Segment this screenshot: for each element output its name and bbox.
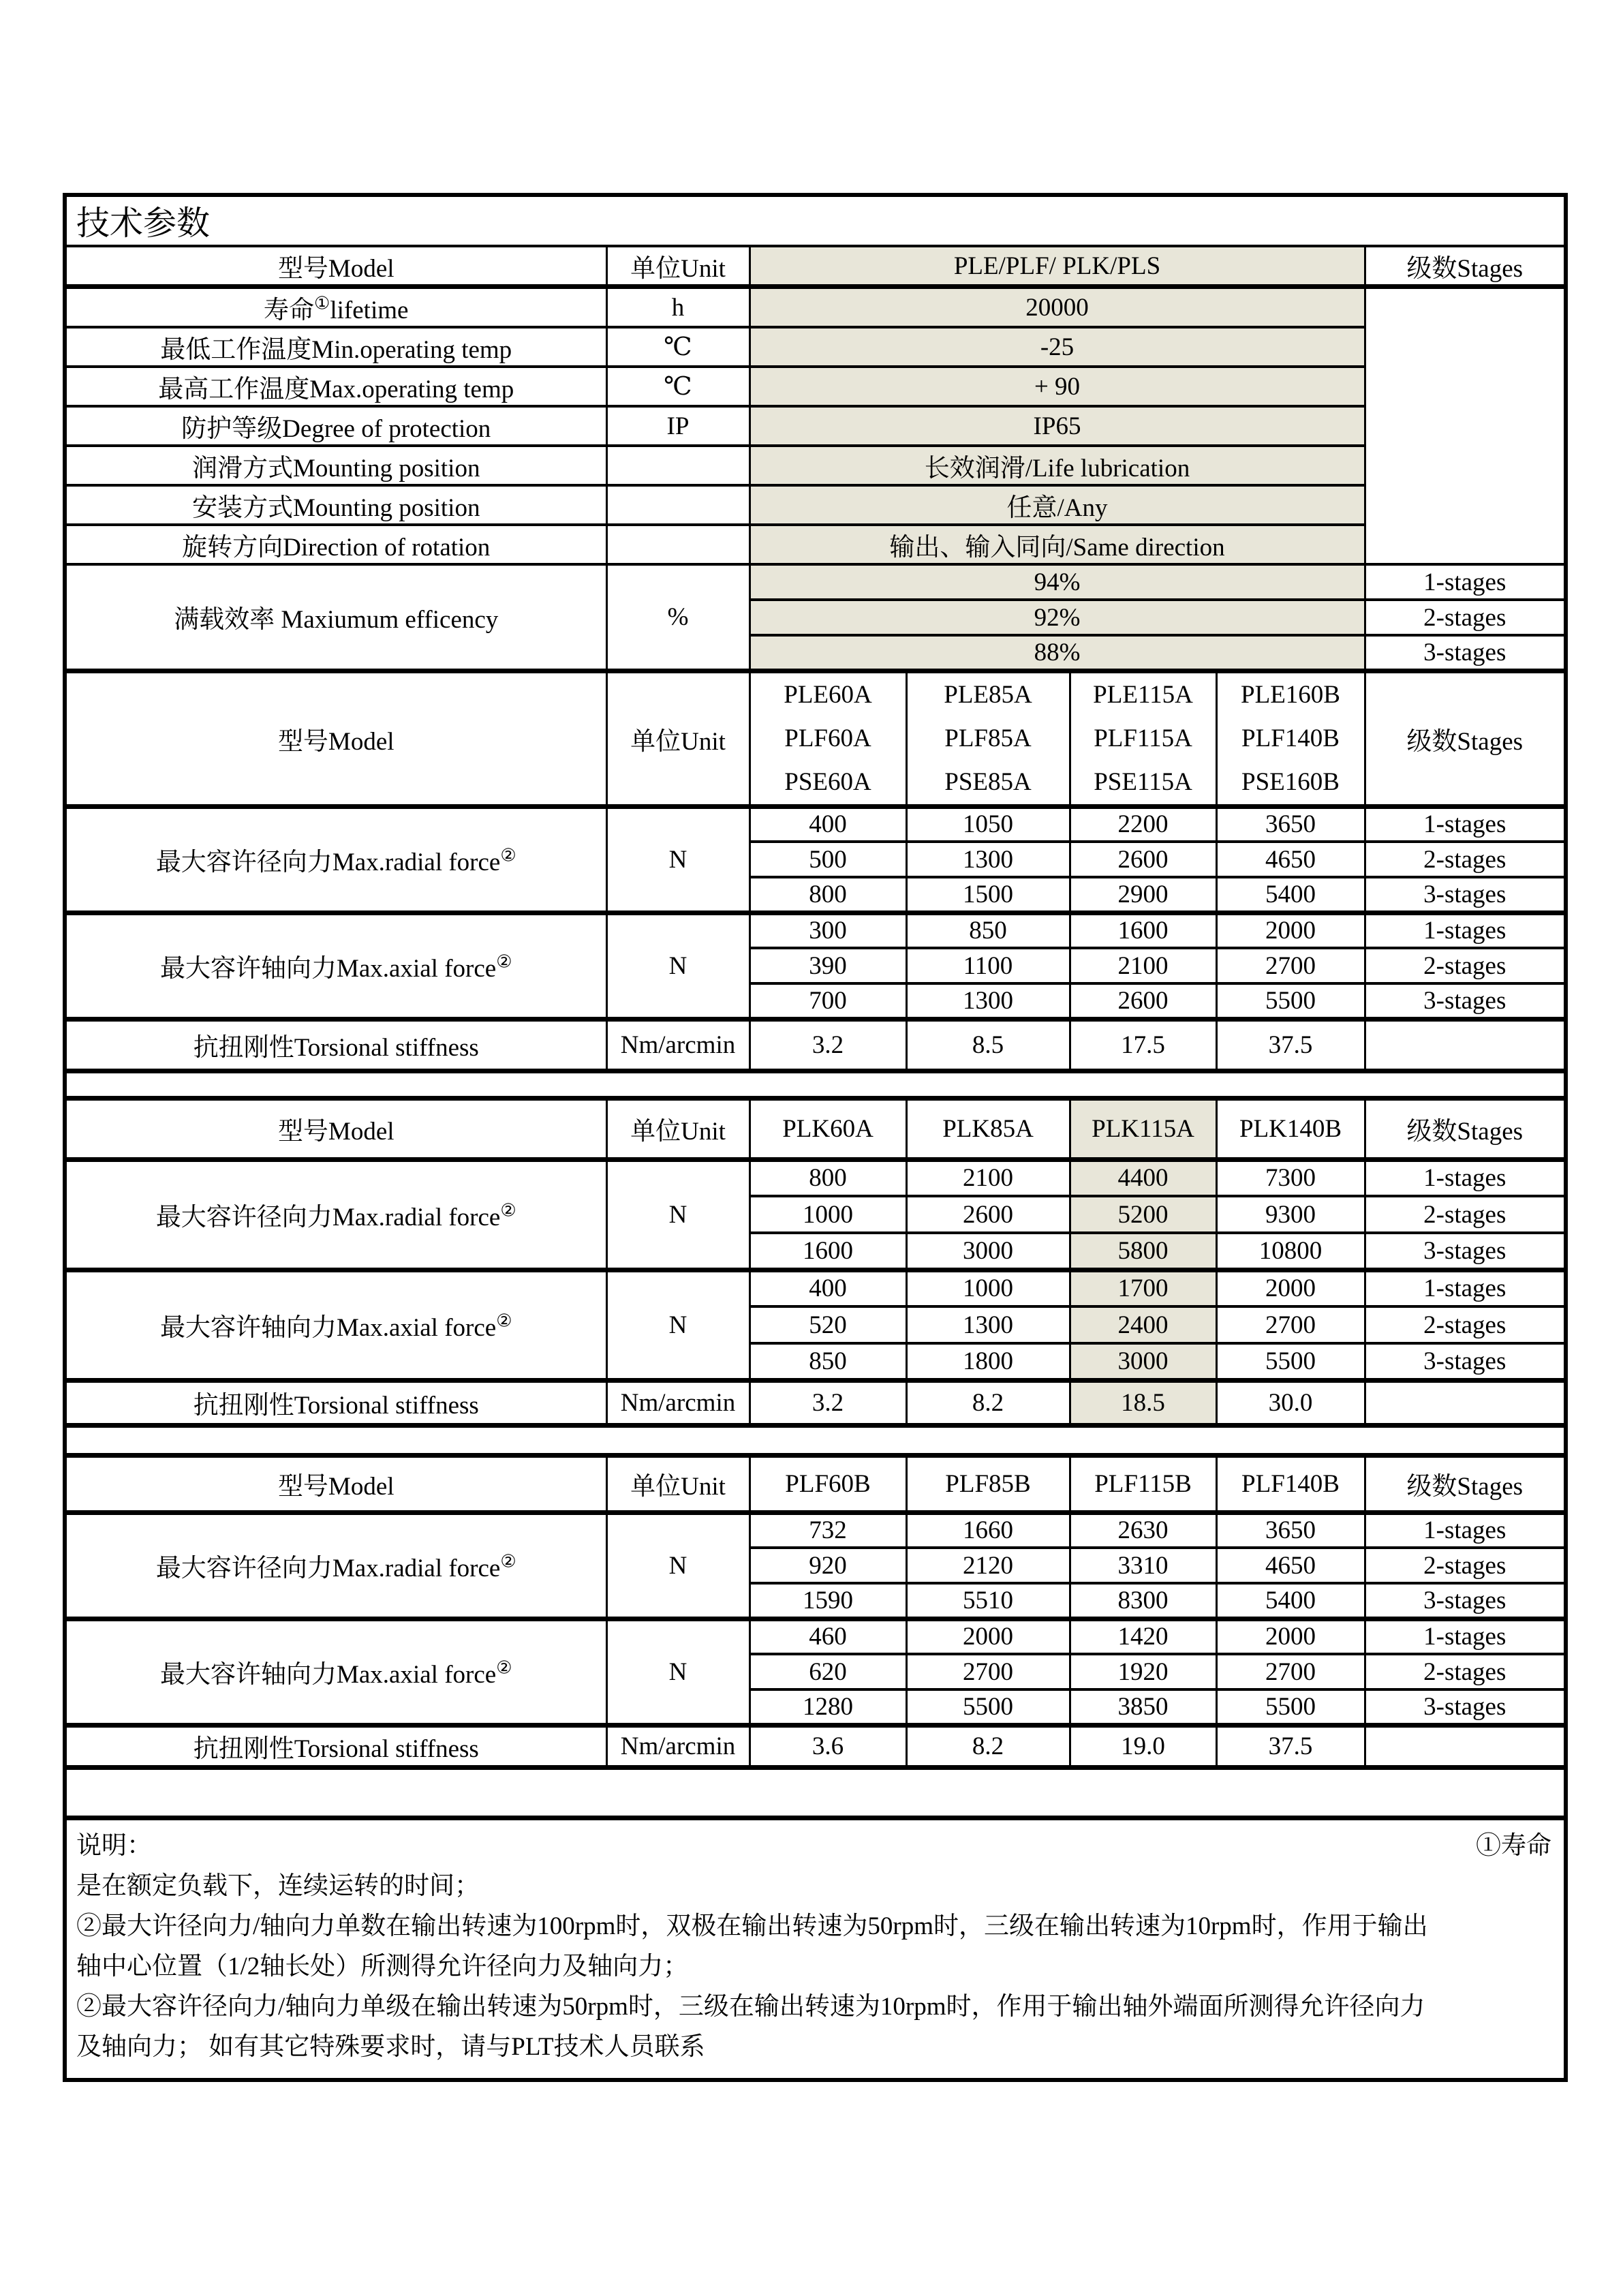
model-cell: PLF140B (1216, 1455, 1365, 1512)
value-cell: + 90 (749, 367, 1365, 406)
model-cell: PLF85B (906, 1455, 1070, 1512)
row-label-min-temp: 最低工作温度Min.operating temp (65, 327, 606, 367)
col-header-stages: 级数Stages (1365, 1098, 1566, 1159)
stage-cell: 2-stages (1365, 1306, 1566, 1343)
footnote-marker: ② (496, 1657, 512, 1678)
footnote-marker: ② (500, 845, 516, 866)
col-header-stages: 级数Stages (1365, 246, 1566, 287)
value-cell: 850 (906, 913, 1070, 948)
value-cell: 3850 (1070, 1689, 1216, 1725)
value-cell: 1000 (906, 1270, 1070, 1306)
col-header-unit: 单位Unit (606, 1455, 749, 1512)
value-cell: 任意/Any (749, 485, 1365, 525)
footnote-marker: ② (500, 1551, 516, 1572)
value-cell: 30.0 (1216, 1380, 1365, 1425)
stage-cell: 3-stages (1365, 635, 1566, 671)
value-cell: 8.5 (906, 1019, 1070, 1071)
value-cell: 3.2 (749, 1380, 906, 1425)
stage-cell (1365, 1019, 1566, 1071)
unit-cell: N (606, 1270, 749, 1380)
value-cell: 3650 (1216, 806, 1365, 842)
col-header-model: 型号Model (65, 1098, 606, 1159)
footnote-marker: ② (496, 1311, 512, 1331)
value-cell: 390 (749, 948, 906, 983)
value-cell: 2630 (1070, 1512, 1216, 1548)
value-cell: 400 (749, 1270, 906, 1306)
col-header-unit: 单位Unit (606, 671, 749, 806)
table-gap (65, 1071, 1566, 1098)
value-cell: 5500 (1216, 1689, 1365, 1725)
unit-cell: ℃ (606, 367, 749, 406)
value-cell: 920 (749, 1548, 906, 1583)
value-cell: 2100 (1070, 948, 1216, 983)
stage-cell: 2-stages (1365, 842, 1566, 877)
value-cell: 2700 (1216, 1306, 1365, 1343)
value-cell: 500 (749, 842, 906, 877)
col-header-model: 型号Model (65, 1455, 606, 1512)
model-cell: PLF115B (1070, 1455, 1216, 1512)
value-cell: 17.5 (1070, 1019, 1216, 1071)
value-cell: 800 (749, 1159, 906, 1196)
value-cell: 2000 (1216, 913, 1365, 948)
row-label-mounting: 安装方式Mounting position (65, 485, 606, 525)
model-cell: PLK85A (906, 1098, 1070, 1159)
value-cell: 2100 (906, 1159, 1070, 1196)
row-label-radial-force: 最大容许径向力Max.radial force② (65, 1512, 606, 1619)
value-cell: 2000 (1216, 1619, 1365, 1654)
stage-cell: 2-stages (1365, 1196, 1566, 1233)
stage-cell: 2-stages (1365, 600, 1566, 635)
stage-cell: 1-stages (1365, 564, 1566, 600)
table-gap (65, 1425, 1566, 1455)
col-header-model: 型号Model (65, 671, 606, 806)
value-cell-highlighted: 3000 (1070, 1343, 1216, 1380)
value-cell-highlighted: 18.5 (1070, 1380, 1216, 1425)
value-cell: 460 (749, 1619, 906, 1654)
value-cell: 10800 (1216, 1233, 1365, 1270)
value-cell: 1920 (1070, 1654, 1216, 1689)
col-header-series: PLE/PLF/ PLK/PLS (749, 246, 1365, 287)
unit-cell: Nm/arcmin (606, 1019, 749, 1071)
value-cell: IP65 (749, 406, 1365, 446)
unit-cell: N (606, 1159, 749, 1270)
value-cell: 1660 (906, 1512, 1070, 1548)
value-cell: 400 (749, 806, 906, 842)
value-cell: 1000 (749, 1196, 906, 1233)
value-cell: 2700 (1216, 1654, 1365, 1689)
row-label-max-temp: 最高工作温度Max.operating temp (65, 367, 606, 406)
model-cell: PLE115A PLF115A PSE115A (1070, 671, 1216, 806)
value-cell: 3.6 (749, 1725, 906, 1767)
row-label-stiffness: 抗扭刚性Torsional stiffness (65, 1019, 606, 1071)
model-cell: PLE85A PLF85A PSE85A (906, 671, 1070, 806)
value-cell: 2900 (1070, 877, 1216, 913)
stage-cell: 2-stages (1365, 948, 1566, 983)
row-label-stiffness: 抗扭刚性Torsional stiffness (65, 1380, 606, 1425)
unit-cell: N (606, 806, 749, 913)
value-cell-highlighted: 1700 (1070, 1270, 1216, 1306)
row-label-axial-force: 最大容许轴向力Max.axial force② (65, 913, 606, 1019)
unit-cell: IP (606, 406, 749, 446)
stage-cell: 3-stages (1365, 1343, 1566, 1380)
value-cell-highlighted: 4400 (1070, 1159, 1216, 1196)
value-cell: 1050 (906, 806, 1070, 842)
col-header-stages: 级数Stages (1365, 1455, 1566, 1512)
notes-line: 及轴向力； 如有其它特殊要求时，请与PLT技术人员联系 (76, 2032, 705, 2061)
unit-cell (606, 446, 749, 485)
value-cell: 2000 (906, 1619, 1070, 1654)
value-cell: 3000 (906, 1233, 1070, 1270)
model-cell: PLE60A PLF60A PSE60A (749, 671, 906, 806)
value-cell: 850 (749, 1343, 906, 1380)
value-cell-highlighted: 5200 (1070, 1196, 1216, 1233)
row-label-rotation: 旋转方向Direction of rotation (65, 525, 606, 564)
value-cell: 1300 (906, 842, 1070, 877)
row-label-protection: 防护等级Degree of protection (65, 406, 606, 446)
stage-cell: 1-stages (1365, 1270, 1566, 1306)
value-cell: 700 (749, 983, 906, 1019)
value-cell: 1800 (906, 1343, 1070, 1380)
row-label-lifetime: 寿命①lifetime (65, 287, 606, 328)
value-cell: 9300 (1216, 1196, 1365, 1233)
stage-cell: 3-stages (1365, 1583, 1566, 1619)
stage-cell: 2-stages (1365, 1548, 1566, 1583)
model-cell: PLE160B PLF140B PSE160B (1216, 671, 1365, 806)
value-cell: 2600 (906, 1196, 1070, 1233)
unit-cell: ℃ (606, 327, 749, 367)
value-cell: -25 (749, 327, 1365, 367)
stage-cell: 3-stages (1365, 1689, 1566, 1725)
value-cell: 3.2 (749, 1019, 906, 1071)
col-header-unit: 单位Unit (606, 1098, 749, 1159)
value-cell: 1100 (906, 948, 1070, 983)
stages-empty-cell (1365, 287, 1566, 565)
col-header-unit: 单位Unit (606, 246, 749, 287)
unit-cell: N (606, 1512, 749, 1619)
value-cell: 1300 (906, 1306, 1070, 1343)
notes-line: 轴中心位置（1/2轴长处）所测得允许径向力及轴向力； (76, 1952, 689, 1980)
stage-cell: 1-stages (1365, 806, 1566, 842)
footnote-marker: ① (314, 293, 330, 313)
value-cell: 1280 (749, 1689, 906, 1725)
value-cell: 长效润滑/Life lubrication (749, 446, 1365, 485)
value-cell: 5400 (1216, 877, 1365, 913)
model-cell: PLF60B (749, 1455, 906, 1512)
value-cell: 1600 (1070, 913, 1216, 948)
notes-line: ②最大容许径向力/轴向力单级在输出转速为50rpm时，三级在输出转速为10rpm时，作用于输出轴外端面所测得允许径向力 (76, 1992, 1425, 2021)
value-cell: 3310 (1070, 1548, 1216, 1583)
value-cell: 8.2 (906, 1380, 1070, 1425)
value-cell-highlighted: 2400 (1070, 1306, 1216, 1343)
model-cell: PLK140B (1216, 1098, 1365, 1159)
row-label-radial-force: 最大容许径向力Max.radial force② (65, 1159, 606, 1270)
value-cell: 1590 (749, 1583, 906, 1619)
value-cell: 7300 (1216, 1159, 1365, 1196)
row-label-axial-force: 最大容许轴向力Max.axial force② (65, 1270, 606, 1380)
unit-cell: N (606, 1619, 749, 1725)
value-cell: 2000 (1216, 1270, 1365, 1306)
stage-cell: 1-stages (1365, 1159, 1566, 1196)
value-cell: 3650 (1216, 1512, 1365, 1548)
stage-cell: 1-stages (1365, 1619, 1566, 1654)
value-cell: 620 (749, 1654, 906, 1689)
unit-cell (606, 525, 749, 564)
value-cell: 1600 (749, 1233, 906, 1270)
value-cell: 732 (749, 1512, 906, 1548)
notes-block (65, 1818, 1566, 2080)
stage-cell: 3-stages (1365, 983, 1566, 1019)
value-cell: 8300 (1070, 1583, 1216, 1619)
value-cell: 4650 (1216, 842, 1365, 877)
value-cell: 20000 (749, 287, 1365, 328)
footnote-marker: ② (496, 951, 512, 972)
stage-cell (1365, 1725, 1566, 1767)
notes-line: 是在额定负载下，连续运转的时间； (76, 1871, 480, 1900)
value-cell: 37.5 (1216, 1019, 1365, 1071)
unit-cell: Nm/arcmin (606, 1380, 749, 1425)
value-cell: 2700 (906, 1654, 1070, 1689)
row-label-radial-force: 最大容许径向力Max.radial force② (65, 806, 606, 913)
value-cell: 5500 (1216, 983, 1365, 1019)
stage-cell: 1-stages (1365, 913, 1566, 948)
value-cell: 94% (749, 564, 1365, 600)
row-label-efficiency: 满载效率 Maxiumum efficency (65, 564, 606, 671)
value-cell: 8.2 (906, 1725, 1070, 1767)
page-title: 技术参数 (65, 195, 1566, 246)
value-cell: 4650 (1216, 1548, 1365, 1583)
stage-cell (1365, 1380, 1566, 1425)
unit-cell (606, 485, 749, 525)
stage-cell: 2-stages (1365, 1654, 1566, 1689)
col-header-stages: 级数Stages (1365, 671, 1566, 806)
value-cell: 37.5 (1216, 1725, 1365, 1767)
value-cell: 88% (749, 635, 1365, 671)
value-cell: 5400 (1216, 1583, 1365, 1619)
unit-cell: h (606, 287, 749, 328)
row-label-lubrication: 润滑方式Mounting position (65, 446, 606, 485)
value-cell: 5510 (906, 1583, 1070, 1619)
footnote-marker: ② (500, 1200, 516, 1221)
value-cell: 2700 (1216, 948, 1365, 983)
value-cell: 92% (749, 600, 1365, 635)
value-cell: 5500 (1216, 1343, 1365, 1380)
row-label-axial-force: 最大容许轴向力Max.axial force② (65, 1619, 606, 1725)
value-cell: 1420 (1070, 1619, 1216, 1654)
value-cell: 19.0 (1070, 1725, 1216, 1767)
technical-parameters-table (63, 193, 1568, 2082)
stage-cell: 3-stages (1365, 1233, 1566, 1270)
model-cell-highlighted: PLK115A (1070, 1098, 1216, 1159)
value-cell: 输出、输入同向/Same direction (749, 525, 1365, 564)
unit-cell: Nm/arcmin (606, 1725, 749, 1767)
row-label-stiffness: 抗扭刚性Torsional stiffness (65, 1725, 606, 1767)
value-cell: 2120 (906, 1548, 1070, 1583)
stage-cell: 1-stages (1365, 1512, 1566, 1548)
value-cell: 520 (749, 1306, 906, 1343)
notes-heading: 说明： (76, 1831, 152, 1860)
value-cell: 2600 (1070, 842, 1216, 877)
value-cell: 2600 (1070, 983, 1216, 1019)
notes-footnote1-title: ①寿命 (1476, 1831, 1551, 1860)
table-gap (65, 1767, 1566, 1818)
value-cell: 5500 (906, 1689, 1070, 1725)
model-cell: PLK60A (749, 1098, 906, 1159)
value-cell: 1300 (906, 983, 1070, 1019)
unit-cell: N (606, 913, 749, 1019)
value-cell: 300 (749, 913, 906, 948)
notes-line: ②最大许径向力/轴向力单数在输出转速为100rpm时，双极在输出转速为50rpm时，三级在输出转速为10rpm时，作用于输出 (76, 1912, 1428, 1940)
value-cell: 1500 (906, 877, 1070, 913)
value-cell-highlighted: 5800 (1070, 1233, 1216, 1270)
value-cell: 800 (749, 877, 906, 913)
stage-cell: 3-stages (1365, 877, 1566, 913)
unit-cell: % (606, 564, 749, 671)
col-header-model: 型号Model (65, 246, 606, 287)
value-cell: 2200 (1070, 806, 1216, 842)
